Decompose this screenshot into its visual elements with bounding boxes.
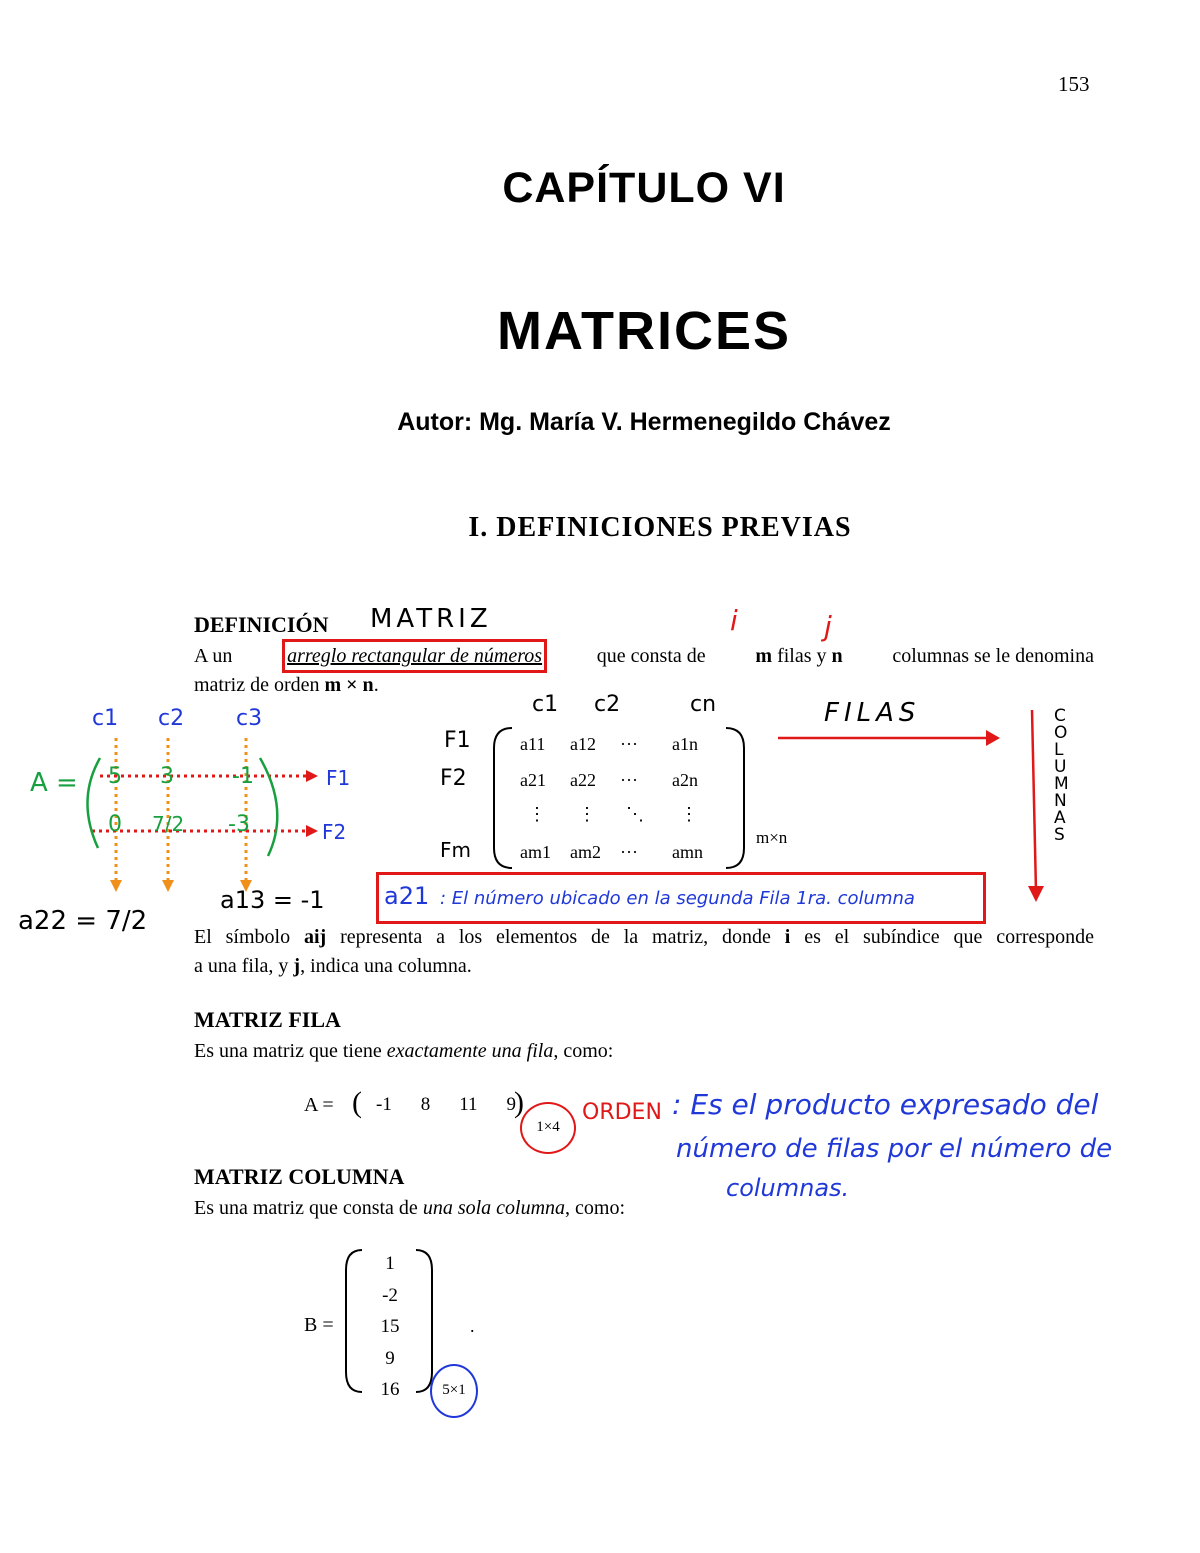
column-matrix-value: -2 [382, 1284, 398, 1306]
symbol-line-1 [194, 923, 1094, 951]
row-matrix-heading: MATRIZ FILA [194, 1007, 341, 1032]
matrix-cell: ··· [620, 770, 638, 790]
general-row-label-2: F2 [440, 766, 467, 791]
hand-col-label-3: c3 [236, 706, 263, 731]
matrix-cell: amn [672, 842, 703, 862]
hand-a12: 3 [160, 764, 174, 789]
matrix-cell: a11 [520, 734, 546, 754]
definition-text-a: A un [194, 645, 233, 667]
definition-heading: DEFINICIÓN [194, 612, 329, 637]
a21-annotation-text: : El número ubicado en la segunda Fila 1ra. columna [440, 888, 915, 909]
row-matrix-value: 11 [459, 1094, 478, 1115]
matrix-cell: ··· [620, 734, 638, 754]
definition-text-d: columnas se le denomina [892, 645, 1094, 667]
symbol-j: j [293, 955, 301, 977]
hand-a11: 5 [108, 764, 122, 789]
general-matrix-row [520, 842, 730, 872]
matrix-cell: ··· [620, 842, 638, 862]
matrix-cell: ⋱ [626, 804, 644, 824]
matrix-cell: a21 [520, 770, 546, 790]
row-matrix-value: -1 [376, 1094, 392, 1115]
orden-note-line-2: número de filas por el número de [676, 1134, 1113, 1164]
column-matrix-value: 9 [385, 1347, 395, 1369]
column-matrix-text-em: una sola columna [422, 1197, 566, 1219]
row-matrix-open-paren: ( [352, 1086, 362, 1119]
symbol-text-b: representa a los elementos de la matriz, donde [340, 926, 771, 948]
definition-order: m × n [324, 674, 374, 696]
definition-text-c: filas y [777, 645, 827, 667]
matrix-cell: am1 [520, 842, 551, 862]
hand-label-i: i [730, 604, 738, 637]
section-heading: I. DEFINICIONES PREVIAS [468, 512, 852, 543]
orden-note-line-3: columnas. [726, 1174, 850, 1202]
hand-a13-value: a13 = -1 [220, 886, 325, 914]
column-matrix-value: 15 [380, 1316, 400, 1337]
definition-text-b: que consta de [596, 645, 706, 667]
general-matrix-row [520, 804, 730, 842]
general-matrix-body [520, 734, 730, 872]
orden-note-line-1: : Es el producto expresado del [672, 1088, 1099, 1121]
hand-label-j: j [824, 610, 832, 643]
general-row-label-m: Fm [440, 838, 471, 862]
general-col-label-1: c1 [532, 692, 559, 717]
column-matrix-value: 1 [385, 1253, 395, 1274]
matrix-cell: a22 [570, 770, 596, 790]
column-matrix-text-a: Es una matriz que consta de [194, 1197, 418, 1219]
hand-col-label-1: c1 [92, 706, 119, 731]
matrix-cell: ⋮ [528, 804, 546, 824]
definition-line-1 [194, 642, 1094, 673]
column-matrix-values [366, 1248, 414, 1406]
a21-annotation-label: a21 [384, 882, 430, 910]
row-matrix-value: 8 [420, 1094, 431, 1115]
row-matrix-close-paren: ) [514, 1086, 524, 1119]
general-matrix-row [520, 770, 730, 804]
row-matrix-text-b: , como: [553, 1040, 614, 1062]
column-matrix-text [194, 1194, 1094, 1222]
column-matrix-order: 5×1 [430, 1364, 478, 1418]
definition-line-2 [194, 671, 1094, 699]
columnas-label: COLUMNAS [1054, 706, 1069, 845]
definition-text-e: matriz de orden [194, 674, 320, 696]
symbol-text-d: a una fila, y [194, 955, 289, 977]
definition-boxed-phrase: arreglo rectangular de números [282, 639, 547, 673]
hand-label-matriz: MATRIZ [370, 604, 492, 634]
matrix-cell: a1n [672, 734, 698, 754]
page-number: 153 [1058, 72, 1090, 96]
symbol-aij: aij [303, 926, 327, 948]
symbol-text-c: es el subíndice que corresponde [804, 926, 1095, 948]
column-matrix-value: 16 [380, 1379, 400, 1400]
general-col-label-2: c2 [594, 692, 621, 717]
column-matrix-heading: MATRIZ COLUMNA [194, 1164, 405, 1189]
matrix-cell: am2 [570, 842, 601, 862]
matrix-cell: a2n [672, 770, 698, 790]
general-matrix-row [520, 734, 730, 770]
row-matrix-lhs: A = [304, 1094, 334, 1116]
hand-row-label-f2: F2 [322, 820, 347, 844]
row-matrix-values [376, 1094, 516, 1116]
general-matrix-order: m×n [756, 828, 788, 847]
column-matrix-text-b: , como: [565, 1197, 626, 1219]
general-row-label-1: F1 [444, 728, 471, 753]
symbol-text-e: , indica una columna. [300, 955, 472, 977]
hand-col-label-2: c2 [158, 706, 185, 731]
hand-a23: -3 [228, 812, 250, 837]
definition-n: n [831, 645, 843, 667]
chapter-title: CAPÍTULO VI [502, 164, 786, 212]
matrix-cell: a12 [570, 734, 596, 754]
row-matrix-text-a: Es una matriz que tiene [194, 1040, 382, 1062]
orden-note-label: ORDEN [582, 1100, 662, 1125]
column-matrix-lhs: B = [304, 1314, 334, 1336]
hand-row-label-f1: F1 [326, 766, 351, 790]
definition-m: m [755, 645, 773, 667]
hand-a13: -1 [232, 764, 254, 789]
symbol-text-a: El símbolo [194, 926, 291, 948]
hand-a22: 7/2 [152, 812, 185, 836]
matrix-cell: ⋮ [578, 804, 596, 824]
row-matrix-text [194, 1037, 1094, 1065]
document-title: MATRICES [497, 301, 791, 361]
row-matrix-text-em: exactamente una fila [386, 1040, 554, 1062]
filas-label: FILAS [824, 698, 921, 728]
column-matrix-trailing: . [470, 1316, 475, 1336]
row-matrix-order: 1×4 [520, 1102, 576, 1154]
hand-a21: 0 [108, 812, 122, 837]
symbol-line-2 [194, 952, 1094, 980]
general-col-label-n: cn [690, 692, 717, 717]
author-line: Autor: Mg. María V. Hermenegildo Chávez [397, 408, 891, 436]
row-matrix-value: 9 [506, 1094, 516, 1115]
hand-matrix-label: A = [30, 768, 78, 798]
definition-period: . [373, 674, 379, 696]
matrix-cell: ⋮ [680, 804, 698, 824]
symbol-i: i [784, 926, 791, 948]
hand-a22-value: a22 = 7/2 [18, 906, 148, 936]
